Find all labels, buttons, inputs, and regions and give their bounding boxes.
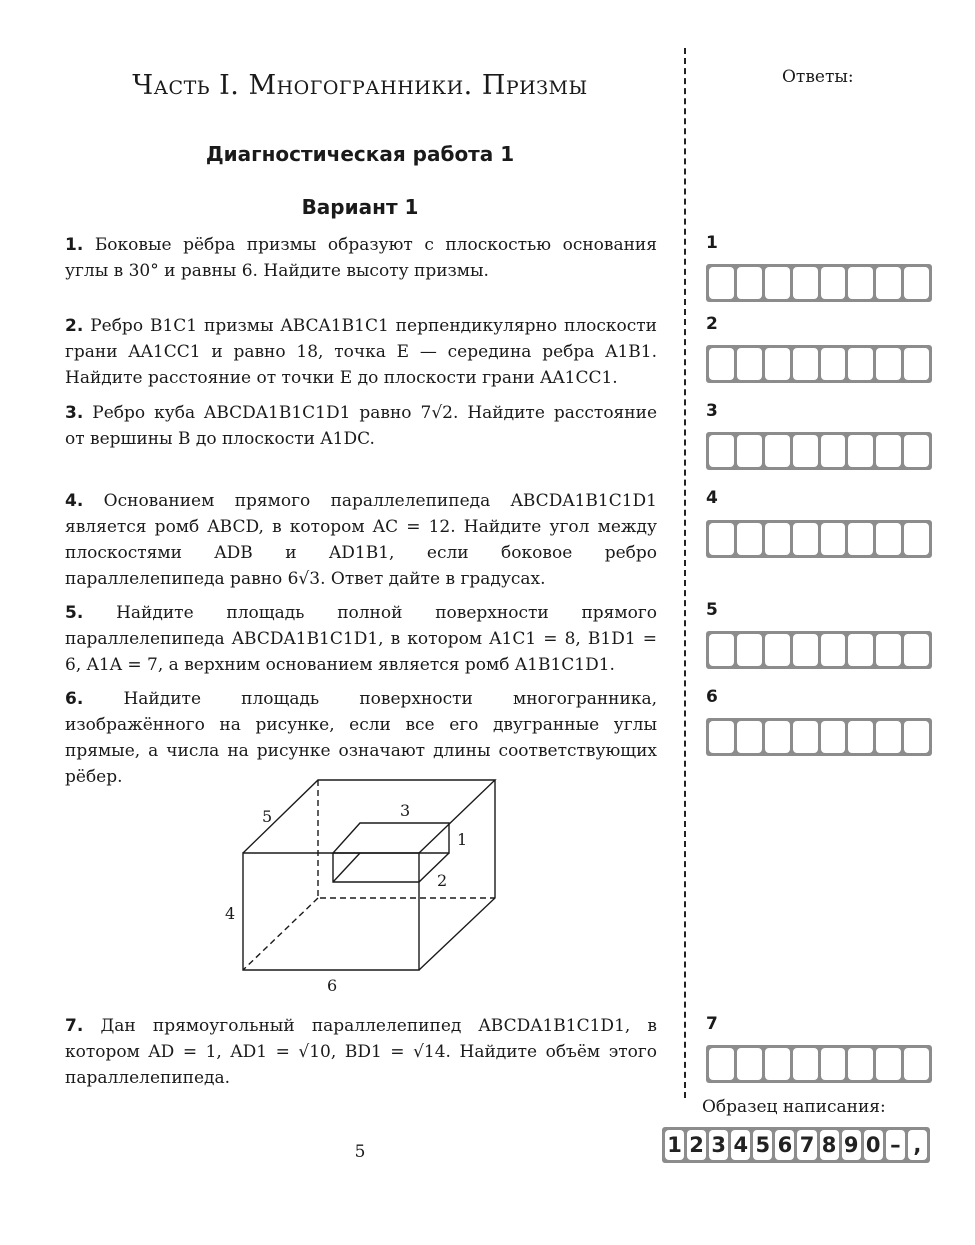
cutout-inner-edge xyxy=(333,853,360,882)
hidden-edges xyxy=(243,780,495,970)
label-width: 6 xyxy=(327,976,338,995)
task-text: Боковые рёбра призмы образуют с плоскостью основания углы в 30° и равны 6. Найдите высоту призмы. xyxy=(65,235,657,281)
task-text: Основанием прямого параллелепипеда ABCDA1B1C1D1 является ромб ABCD, в котором AC = 12. Найдите угол между плоскостями ADB и AD1B1, если боковое ребро параллелепипеда равно 6√3. Ответ дайте в градусах. xyxy=(65,491,657,589)
task-7 xyxy=(65,1013,657,1091)
label-height: 4 xyxy=(225,904,236,923)
work-title: Диагностическая работа 1 xyxy=(205,142,515,166)
task-number: 7. xyxy=(65,1016,84,1036)
sample-char: 5 xyxy=(753,1130,772,1160)
answer-field-1[interactable] xyxy=(706,264,932,302)
label-depth: 2 xyxy=(437,871,448,890)
task-text: Дан прямоугольный параллелепипед ABCDA1B1C1D1, в котором AD = 1, AD1 = √10, BD1 = √14. Найдите объём этого параллелепипеда. xyxy=(65,1016,658,1088)
answer-number: 1 xyxy=(706,233,718,253)
task-5 xyxy=(65,600,657,678)
task-3 xyxy=(65,400,657,452)
task-1 xyxy=(65,232,657,284)
answer-number: 2 xyxy=(706,314,718,334)
task-text: Найдите площадь поверхности многогранника, изображённого на рисунке, если все его двугранные углы прямые, а числа на рисунке означают длины соответствующих рёбер. xyxy=(65,689,657,787)
label-side: 1 xyxy=(457,830,468,849)
sample-char: 6 xyxy=(775,1130,794,1160)
cut-line xyxy=(684,48,686,1098)
cutout-top xyxy=(333,823,449,853)
answers-label: Ответы: xyxy=(782,67,854,87)
label-top: 3 xyxy=(400,801,411,820)
task-number: 5. xyxy=(65,603,84,623)
task-number: 3. xyxy=(65,403,84,423)
right-face-edges xyxy=(419,780,495,970)
cutout-walls xyxy=(333,853,449,882)
sample-char: , xyxy=(908,1130,927,1160)
task-2 xyxy=(65,313,657,391)
answer-field-7[interactable] xyxy=(706,1045,932,1083)
answer-field-6[interactable] xyxy=(706,718,932,756)
task-text: Ребро куба ABCDA1B1C1D1 равно 7√2. Найдите расстояние от вершины B до плоскости A1DC. xyxy=(65,403,657,449)
page-number: 5 xyxy=(354,1142,366,1162)
answer-number: 7 xyxy=(706,1014,718,1034)
answer-field-5[interactable] xyxy=(706,631,932,669)
polyhedron-figure xyxy=(215,770,515,1000)
sample-char: 9 xyxy=(842,1130,861,1160)
task-text: Ребро B1C1 призмы ABCA1B1C1 перпендикулярно плоскости грани AA1CC1 и равно 18, точка E — середина ребра A1B1. Найдите расстояние от точки E до плоскости грани AA1CC1. xyxy=(65,316,657,388)
sample-char: 3 xyxy=(709,1130,728,1160)
answer-number: 5 xyxy=(706,600,718,620)
label-diag: 5 xyxy=(262,807,273,826)
answer-number: 3 xyxy=(706,401,718,421)
task-4 xyxy=(65,488,657,592)
sample-char: – xyxy=(886,1130,905,1160)
answer-field-2[interactable] xyxy=(706,345,932,383)
task-number: 2. xyxy=(65,316,84,336)
sample-char: 1 xyxy=(665,1130,684,1160)
sample-label: Образец написания: xyxy=(702,1097,886,1117)
answer-number: 4 xyxy=(706,488,718,508)
answer-field-3[interactable] xyxy=(706,432,932,470)
sample-digits xyxy=(662,1127,930,1163)
task-text: Найдите площадь полной поверхности прямого параллелепипеда ABCDA1B1C1D1, в котором A1C1 = 8, B1D1 = 6, A1A = 7, а верхним основанием является ромб A1B1C1D1. xyxy=(65,603,658,675)
sample-char: 8 xyxy=(820,1130,839,1160)
sample-char: 2 xyxy=(687,1130,706,1160)
part-title: Часть I. Многогранники. Призмы xyxy=(132,70,588,101)
answer-number: 6 xyxy=(706,687,718,707)
sample-char: 4 xyxy=(731,1130,750,1160)
front-face xyxy=(243,853,419,970)
sample-char: 7 xyxy=(797,1130,816,1160)
task-number: 4. xyxy=(65,491,84,511)
answer-field-4[interactable] xyxy=(706,520,932,558)
task-number: 1. xyxy=(65,235,84,255)
sample-char: 0 xyxy=(864,1130,883,1160)
task-number: 6. xyxy=(65,689,84,709)
variant-title: Вариант 1 xyxy=(301,195,419,219)
